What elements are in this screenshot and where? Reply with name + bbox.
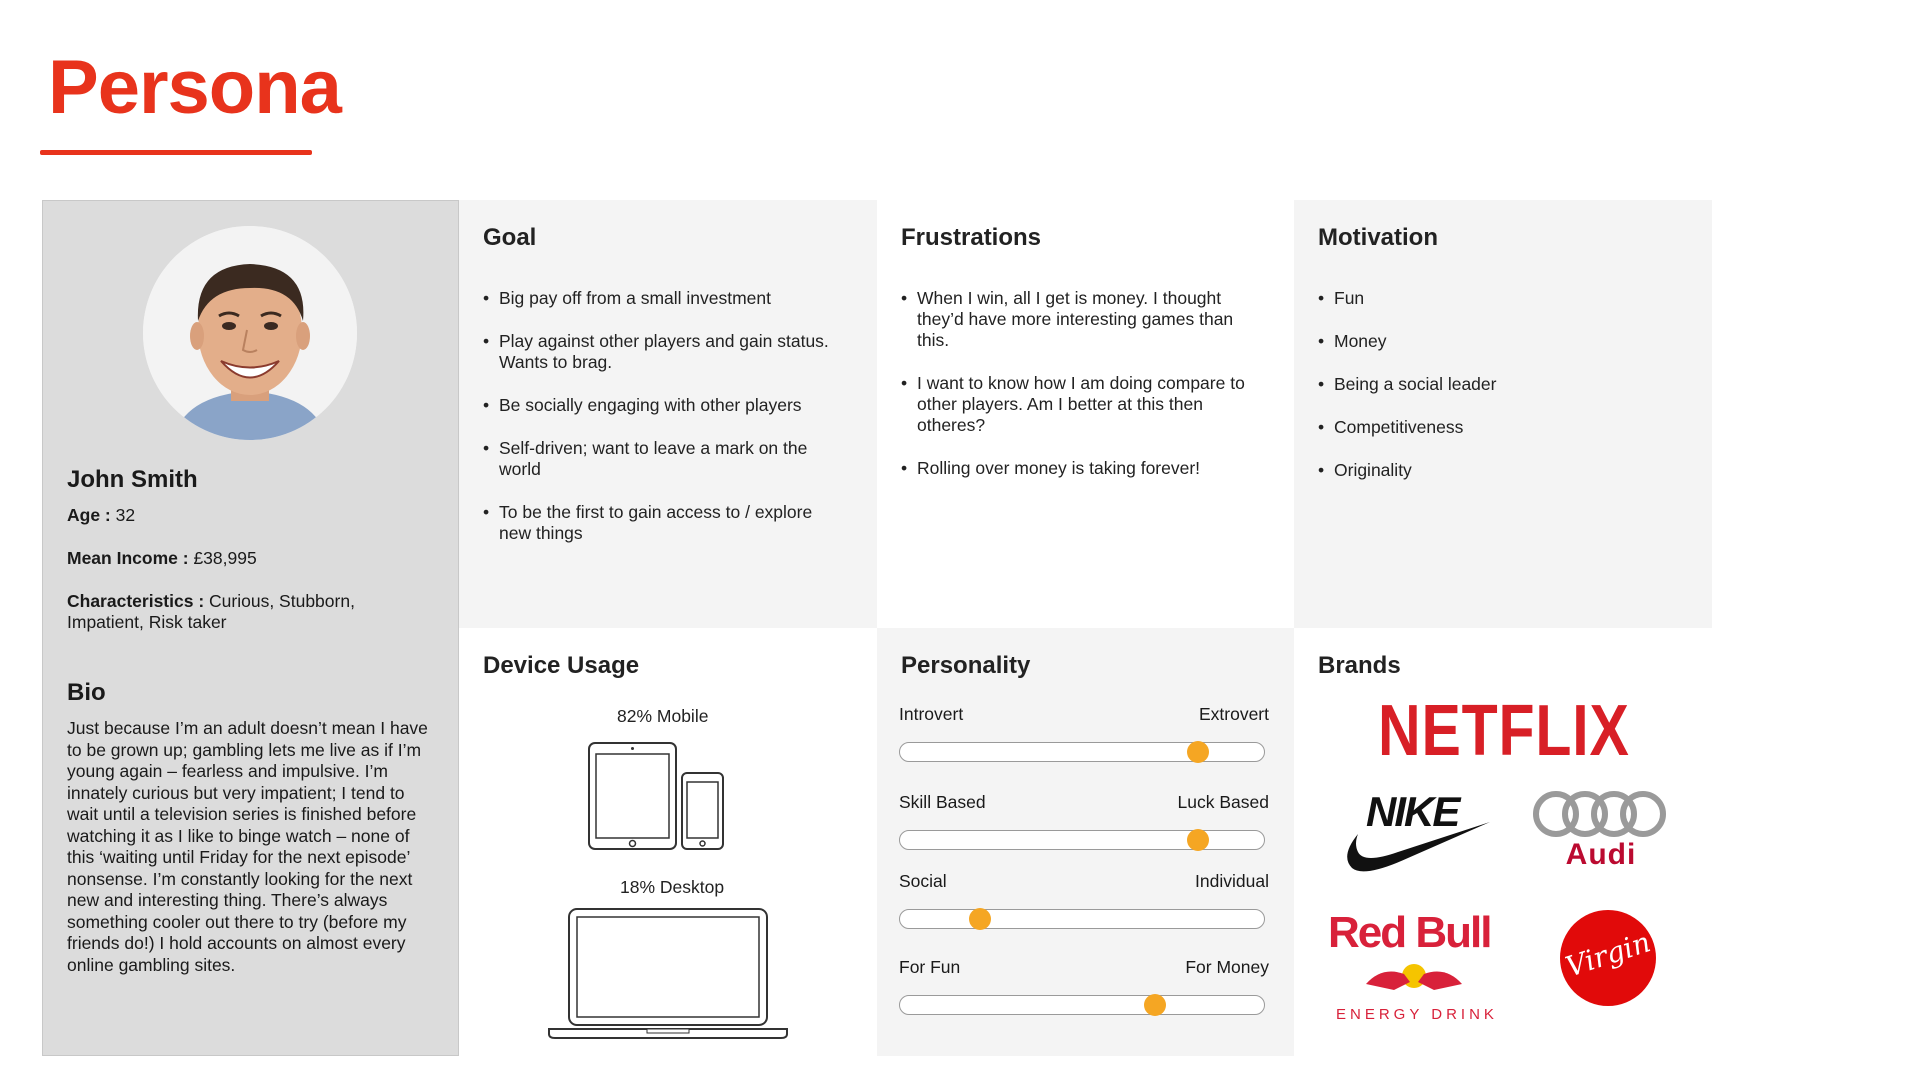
brands-heading: Brands xyxy=(1318,652,1401,679)
slider-knob xyxy=(1187,741,1209,763)
motivation-item: • Fun xyxy=(1318,288,1678,309)
device-usage-heading: Device Usage xyxy=(483,652,640,679)
motivation-item: • Being a social leader xyxy=(1318,374,1678,395)
personality-slider xyxy=(899,957,1269,1015)
goal-card xyxy=(459,200,877,628)
personality-slider xyxy=(899,871,1269,929)
personality-slider xyxy=(899,704,1269,762)
goal-item: • To be the first to gain access to / explore new things xyxy=(483,502,843,544)
personality-slider xyxy=(899,792,1269,850)
audi-wordmark: Audi xyxy=(1565,838,1637,871)
title-underline xyxy=(40,150,312,155)
slider-track xyxy=(899,995,1265,1015)
avatar xyxy=(143,226,357,440)
motivation-list xyxy=(1318,288,1678,503)
goal-item: • Big pay off from a small investment xyxy=(483,288,843,309)
slider-left-label: Social xyxy=(899,871,947,891)
avatar-portrait xyxy=(143,226,357,440)
virgin-wordmark: Virgin xyxy=(1561,925,1655,984)
goal-item: • Play against other players and gain status. Wants to brag. xyxy=(483,331,843,373)
slider-knob xyxy=(1187,829,1209,851)
nike-swoosh-icon xyxy=(1338,816,1498,876)
frustration-item: • I want to know how I am doing compare to other players. Am I better at this then otheres? xyxy=(901,373,1261,436)
characteristics-field xyxy=(67,591,407,633)
redbull-logo xyxy=(1324,908,1514,1038)
redbull-wordmark: Red Bull xyxy=(1328,908,1491,957)
desktop-usage-label: 18% Desktop xyxy=(620,877,725,897)
frustration-item: • When I win, all I get is money. I thought they’d have more interesting games than this. xyxy=(901,288,1261,351)
slider-track xyxy=(899,909,1265,929)
frustrations-heading: Frustrations xyxy=(901,224,1042,251)
slider-labels xyxy=(899,704,1269,726)
nike-wordmark: NIKE xyxy=(1366,788,1459,835)
slider-labels xyxy=(899,792,1269,814)
slider-left-label: For Fun xyxy=(899,957,961,977)
slider-track xyxy=(899,742,1265,762)
slider-labels xyxy=(899,957,1269,979)
profile-card xyxy=(42,200,459,1056)
motivation-item: • Competitiveness xyxy=(1318,417,1678,438)
characteristics-label: Characteristics : xyxy=(67,591,205,611)
laptop-icon xyxy=(547,906,789,1040)
slider-labels xyxy=(899,871,1269,893)
mobile-usage-label: 82% Mobile xyxy=(617,706,709,726)
age-label: Age : xyxy=(67,505,111,525)
goal-list xyxy=(483,288,843,566)
frustrations-list xyxy=(901,288,1261,501)
motivation-card xyxy=(1294,200,1712,628)
goal-item: • Be socially engaging with other players xyxy=(483,395,843,416)
slider-track xyxy=(899,830,1265,850)
redbull-subtitle: ENERGY DRINK xyxy=(1336,1006,1498,1023)
device-usage-card xyxy=(459,628,877,1056)
motivation-item: • Money xyxy=(1318,331,1678,352)
tablet-phone-icon xyxy=(587,740,727,852)
goal-item: • Self-driven; want to leave a mark on the world xyxy=(483,438,843,480)
slider-right-label: For Money xyxy=(1185,957,1269,977)
personality-card xyxy=(877,628,1294,1056)
slider-left-label: Introvert xyxy=(899,704,964,724)
slider-knob xyxy=(969,908,991,930)
virgin-logo xyxy=(1560,910,1656,1006)
audi-logo xyxy=(1530,788,1670,878)
income-label: Mean Income : xyxy=(67,548,189,568)
age-value: 32 xyxy=(115,505,136,525)
slider-right-label: Luck Based xyxy=(1177,792,1269,812)
brands-card xyxy=(1294,628,1712,1056)
frustrations-card xyxy=(877,200,1294,628)
persona-name: John Smith xyxy=(67,466,198,493)
motivation-heading: Motivation xyxy=(1318,224,1438,251)
netflix-logo: NETFLIX xyxy=(1378,691,1630,771)
bio-text: Just because I’m an adult doesn’t mean I have to be grown up; gambling lets me live as if I’m young again – fearless and impulsive. I’m innately curious but very impatient; I tend to wait until a television series is finished before watching it as I like to binge watch – none of this ‘waiting until Friday for the next episode’ nonsense. I’m constantly looking for the next new and interesting thing. There’s always something cooler out there to try (before my friends do!) I hold accounts on almost every online gambling sites. xyxy=(67,718,428,975)
age-field xyxy=(67,505,407,526)
characteristics-value: Curious, Stubborn, Impatient, Risk taker xyxy=(67,591,355,632)
personality-heading: Personality xyxy=(901,652,1031,679)
nike-logo xyxy=(1338,788,1498,878)
motivation-item: • Originality xyxy=(1318,460,1678,481)
page-title: Persona xyxy=(48,45,341,130)
slider-right-label: Individual xyxy=(1195,871,1269,891)
slider-left-label: Skill Based xyxy=(899,792,986,812)
slider-knob xyxy=(1144,994,1166,1016)
income-field xyxy=(67,548,407,569)
redbull-bulls-icon xyxy=(1364,960,1464,996)
goal-heading: Goal xyxy=(483,224,537,251)
bio-heading: Bio xyxy=(67,679,106,706)
income-value: £38,995 xyxy=(193,548,257,568)
slider-right-label: Extrovert xyxy=(1198,704,1269,724)
frustration-item: • Rolling over money is taking forever! xyxy=(901,458,1261,479)
audi-rings-icon xyxy=(1530,788,1670,840)
